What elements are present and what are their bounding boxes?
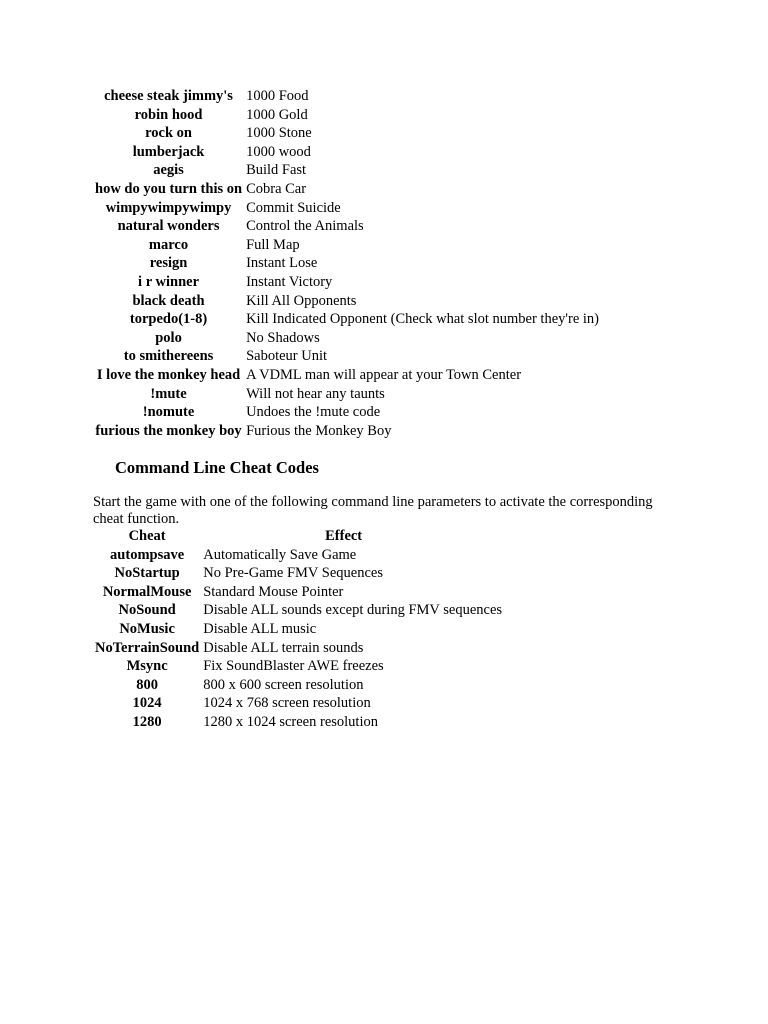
cheat-code: I love the monkey head	[96, 366, 241, 383]
table-row	[93, 199, 601, 218]
command-code: NormalMouse	[102, 583, 192, 600]
column-header-cheat: Cheat	[128, 528, 166, 544]
table-row	[93, 161, 601, 180]
command-effect: No Pre-Game FMV Sequences	[203, 565, 383, 582]
command-effect: Fix SoundBlaster AWE freezes	[203, 658, 384, 675]
cheat-effect: Saboteur Unit	[246, 348, 328, 365]
cheat-code: !nomute	[142, 404, 195, 421]
cheat-codes-table	[93, 87, 601, 440]
command-code: 1280	[132, 713, 162, 730]
command-effect: 800 x 600 screen resolution	[203, 676, 364, 693]
table-row	[93, 657, 504, 676]
command-effect: Disable ALL sounds except during FMV sequences	[203, 602, 503, 619]
table-row	[93, 422, 601, 441]
table-row	[93, 310, 601, 329]
table-row	[93, 546, 504, 565]
table-row	[93, 694, 504, 713]
table-row	[93, 329, 601, 348]
cheat-code: i r winner	[138, 273, 199, 290]
command-effect: 1280 x 1024 screen resolution	[203, 713, 378, 730]
table-row	[93, 564, 504, 583]
table-row	[93, 273, 601, 292]
cheat-code: natural wonders	[117, 218, 220, 235]
cheat-effect: Instant Lose	[246, 255, 318, 272]
cheat-code: robin hood	[134, 106, 203, 123]
cheat-effect: Build Fast	[246, 162, 307, 179]
table-row	[93, 292, 601, 311]
table-row	[93, 366, 601, 385]
cheat-effect: Furious the Monkey Boy	[246, 422, 392, 439]
cheat-effect: 1000 Gold	[246, 106, 308, 123]
cheat-effect: A VDML man will appear at your Town Center	[246, 366, 522, 383]
cheat-code: marco	[148, 236, 189, 253]
command-line-heading: Command Line Cheat Codes	[115, 458, 319, 477]
command-effect: Disable ALL terrain sounds	[203, 639, 364, 656]
cheat-effect: Commit Suicide	[246, 199, 341, 216]
cheat-code: polo	[155, 329, 182, 346]
table-row	[93, 87, 601, 106]
cheat-effect: Cobra Car	[246, 180, 307, 197]
command-effect: Disable ALL music	[203, 620, 317, 637]
command-code: NoTerrainSound	[95, 639, 200, 656]
cheat-code: how do you turn this on	[95, 180, 243, 197]
table-row	[93, 254, 601, 273]
command-code: 1024	[132, 695, 162, 712]
cheat-code: black death	[132, 292, 205, 309]
command-code: NoSound	[118, 602, 176, 619]
command-line-table-head	[93, 527, 504, 546]
table-row	[93, 713, 504, 732]
command-effect: Standard Mouse Pointer	[203, 583, 344, 600]
cheat-code: torpedo(1-8)	[129, 311, 208, 328]
cheat-code: lumberjack	[132, 143, 205, 160]
cheat-code: wimpywimpywimpy	[105, 199, 232, 216]
table-row	[93, 347, 601, 366]
command-line-table-body	[93, 546, 504, 732]
command-code: Msync	[126, 658, 168, 675]
cheat-code: resign	[149, 255, 188, 272]
cheat-effect: No Shadows	[246, 329, 320, 346]
command-effect: 1024 x 768 screen resolution	[203, 695, 371, 712]
command-line-intro: Start the game with one of the following command line parameters to activate the corresponding cheat function.	[93, 494, 653, 527]
table-row	[93, 676, 504, 695]
table-row	[93, 583, 504, 602]
column-header-effect: Effect	[325, 528, 363, 544]
table-row	[93, 106, 601, 125]
cheat-effect: Full Map	[246, 236, 300, 253]
cheat-code: aegis	[153, 162, 184, 179]
cheat-effect: Control the Animals	[246, 218, 364, 235]
table-row	[93, 143, 601, 162]
table-row	[93, 217, 601, 236]
cheat-effect: Will not hear any taunts	[246, 385, 385, 402]
command-effect: Automatically Save Game	[203, 546, 357, 563]
command-line-table	[93, 527, 504, 732]
cheat-code: furious the monkey boy	[95, 422, 242, 439]
cheat-code: !mute	[150, 385, 187, 402]
cheat-effect: 1000 wood	[246, 143, 311, 160]
table-row	[93, 403, 601, 422]
command-code: NoStartup	[114, 565, 180, 582]
cheat-code: to smithereens	[123, 348, 214, 365]
table-row	[93, 236, 601, 255]
cheat-effect: Kill Indicated Opponent (Check what slot number they're in)	[246, 311, 599, 328]
table-row	[93, 124, 601, 143]
cheat-effect: 1000 Stone	[246, 125, 312, 142]
table-row	[93, 385, 601, 404]
table-row	[93, 601, 504, 620]
cheat-effect: Instant Victory	[246, 273, 333, 290]
cheat-effect: 1000 Food	[246, 88, 309, 104]
command-code: autompsave	[110, 546, 185, 563]
cheat-code: cheese steak jimmy's	[104, 88, 233, 104]
command-code: 800	[136, 676, 158, 693]
table-row	[93, 180, 601, 199]
cheat-effect: Undoes the !mute code	[246, 404, 381, 421]
table-row	[93, 639, 504, 658]
table-header-row	[93, 527, 504, 546]
table-row	[93, 620, 504, 639]
cheat-code: rock on	[145, 125, 192, 142]
cheat-effect: Kill All Opponents	[246, 292, 357, 309]
command-code: NoMusic	[119, 620, 175, 637]
cheat-codes-table-body	[93, 87, 601, 440]
